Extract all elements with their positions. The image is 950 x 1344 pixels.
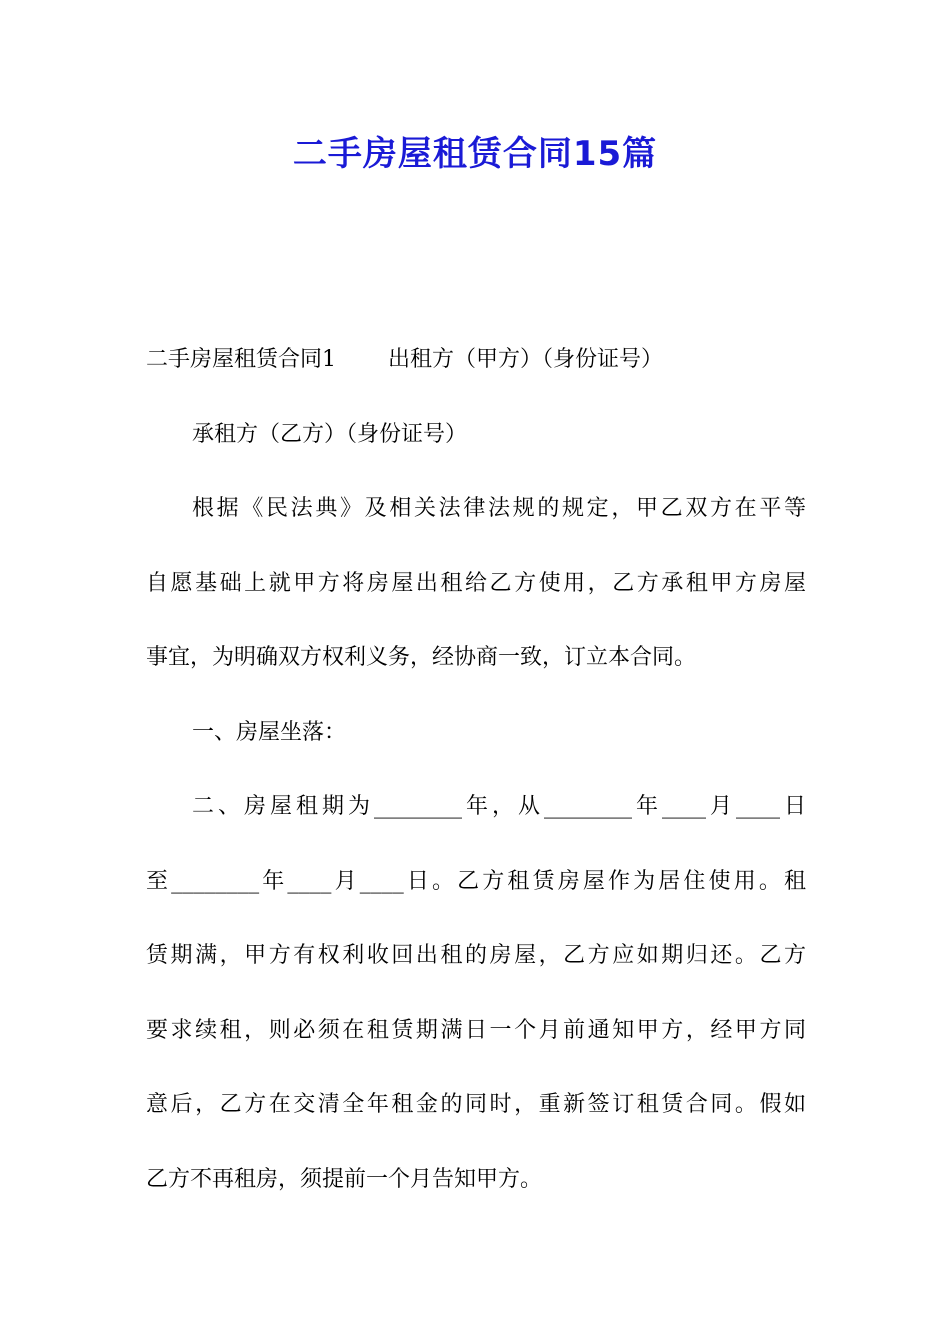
paragraph-line: 至________年____月____日。乙方租赁房屋作为居住使用。租 xyxy=(146,869,806,894)
paragraph-line: 事宜，为明确双方权利义务，经协商一致，订立本合同。 xyxy=(146,645,697,670)
section-heading-location: 一、房屋坐落： xyxy=(192,720,347,745)
paragraph-line: 根据《民法典》及相关法律法规的规定，甲乙双方在平等 xyxy=(192,496,806,521)
paragraph-line: 自愿基础上就甲方将房屋出租给乙方使用，乙方承租甲方房屋 xyxy=(146,571,806,596)
contract-number: 二手房屋租赁合同1 xyxy=(146,347,336,372)
lessor-line: 出租方（甲方）（身份证号） xyxy=(388,347,664,372)
paragraph-line: 要求续租，则必须在租赁期满日一个月前通知甲方，经甲方同 xyxy=(146,1018,806,1043)
lessee-line: 承租方（乙方）（身份证号） xyxy=(192,422,468,447)
contract-heading-line xyxy=(146,345,806,375)
paragraph-line: 乙方不再租房，须提前一个月告知甲方。 xyxy=(146,1167,543,1192)
paragraph-line: 二、房屋租期为________年，从________年____月____日 xyxy=(192,794,806,819)
paragraph-line: 赁期满，甲方有权利收回出租的房屋，乙方应如期归还。乙方 xyxy=(146,943,806,968)
document-title: 二手房屋租赁合同15篇 xyxy=(292,134,658,174)
paragraph-line: 意后，乙方在交清全年租金的同时，重新签订租赁合同。假如 xyxy=(146,1092,806,1117)
